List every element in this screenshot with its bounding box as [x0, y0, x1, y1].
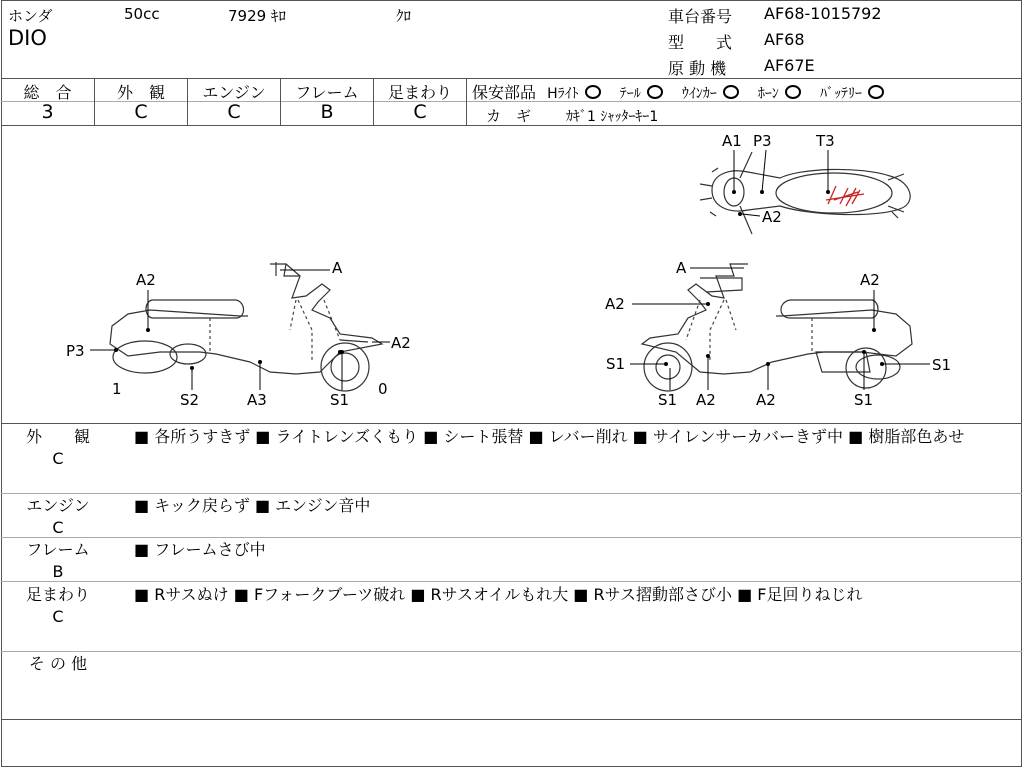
section-engine-grade: C: [52, 518, 64, 537]
divider: [1, 581, 1022, 582]
displacement: 50cc: [124, 5, 160, 23]
type-label: 型 式: [668, 33, 733, 52]
section-other-title: そ の 他: [28, 654, 88, 673]
safety-battery-label: ﾊﾞｯﾃﾘｰ: [820, 86, 863, 102]
rating-exterior-value: C: [134, 101, 148, 123]
rating-total-label: 総 合: [23, 83, 72, 102]
key-label: カ ギ: [486, 107, 532, 125]
section-engine-label: [8, 495, 108, 539]
top-label-p3: P3: [753, 132, 772, 150]
top-label-t3: T3: [816, 132, 835, 150]
rating-engine-label: エンジン: [202, 83, 266, 102]
damage-diagram: [0, 126, 1024, 424]
safety-winker-label: ｳｲﾝｶｰ: [681, 86, 717, 102]
section-engine-text: ■ キック戻らず ■ エンジン音中: [134, 496, 371, 515]
rating-engine-value: C: [227, 101, 241, 123]
ok-mark-icon: [585, 85, 601, 99]
section-engine-title: エンジン: [26, 496, 90, 515]
type-value: AF68: [764, 30, 805, 49]
engine-model-label: 原 動 機: [668, 59, 727, 78]
top-label-a1: A1: [722, 132, 742, 150]
section-suspension-title: 足まわり: [25, 585, 90, 604]
divider: [1, 537, 1022, 538]
section-exterior-grade: C: [52, 449, 64, 468]
frame-number-value: AF68-1015792: [764, 4, 882, 23]
engine-model-value: AF67E: [764, 56, 815, 75]
safety-headlight-label: Hﾗｲﾄ: [547, 86, 579, 102]
rating-frame-label: フレーム: [295, 83, 359, 102]
safety-label: 保安部品: [472, 83, 537, 102]
safety-horn: [758, 83, 801, 103]
section-suspension-text: ■ Rサスぬけ ■ Fフォークブーツ破れ ■ Rサスオイルもれ大 ■ Rサス摺動部さび小 ■ F足回りねじれ: [134, 585, 863, 604]
divider: [1, 493, 1022, 494]
divider: [1, 423, 1022, 424]
mileage: 7929 ｷﾛ: [228, 7, 286, 25]
right-label-a2-seat: A2: [860, 271, 880, 289]
ok-mark-icon: [785, 85, 801, 99]
left-label-p3: P3: [66, 342, 85, 360]
section-frame-text: ■ フレームさび中: [134, 540, 266, 559]
safety-headlight: [547, 83, 601, 103]
left-side-dashed-lines: [210, 300, 340, 360]
section-exterior-text: ■ 各所うすきず ■ ライトレンズくもり ■ シート張替 ■ レバー削れ ■ サイレンサーカバーきず中 ■ 樹脂部色あせ: [134, 427, 965, 446]
top-label-a2: A2: [762, 208, 782, 226]
right-label-a2-bottom: A2: [696, 391, 716, 409]
safety-battery: [820, 83, 884, 103]
ok-mark-icon: [723, 85, 739, 99]
safety-taillight-label: ﾃｰﾙ: [619, 86, 641, 102]
rating-exterior-label: 外 観: [116, 83, 165, 102]
left-label-a: A: [332, 259, 343, 277]
section-exterior-label: [8, 426, 108, 470]
maker: ホンダ: [8, 7, 53, 25]
safety-horn-label: ﾎｰﾝ: [757, 86, 779, 102]
top-view-scooter-icon: [700, 152, 910, 234]
rating-total-value: 3: [41, 101, 54, 123]
section-suspension-grade: C: [52, 607, 64, 626]
divider: [1, 651, 1022, 652]
safety-taillight: [620, 83, 663, 103]
key-value: ｶｷﾞ1 ｼｬｯﾀｰｷｰ1: [566, 109, 659, 125]
right-label-a2-floor: A2: [756, 391, 776, 409]
right-label-s1-bottom: S1: [658, 391, 678, 409]
section-frame-title: フレーム: [26, 540, 90, 559]
section-other-label: [8, 653, 108, 675]
ok-mark-icon: [647, 85, 663, 99]
section-suspension-label: [8, 584, 108, 628]
right-label-s1-wheel: S1: [854, 391, 874, 409]
divider: [1, 78, 1022, 79]
rating-suspension-label: 足まわり: [387, 83, 452, 102]
safety-winker: [682, 83, 739, 103]
divider: [1, 719, 1022, 720]
frame-number-label: 車台番号: [668, 7, 733, 26]
section-frame-label: [8, 539, 108, 583]
left-label-0: 0: [378, 380, 388, 398]
model-name: DIO: [8, 26, 47, 50]
left-label-a3: A3: [247, 391, 267, 409]
section-exterior-title: 外 観: [25, 427, 90, 446]
color: ｸﾛ: [396, 7, 412, 25]
right-label-s1-front: S1: [606, 355, 626, 373]
left-label-s1: S1: [330, 391, 350, 409]
left-label-s2: S2: [180, 391, 200, 409]
left-label-a2-seat: A2: [136, 271, 156, 289]
left-label-a2-front: A2: [391, 334, 411, 352]
ok-mark-icon: [868, 85, 884, 99]
divider: [466, 78, 467, 126]
left-label-1: 1: [112, 380, 122, 398]
section-frame-grade: B: [52, 562, 64, 581]
safety-row: [472, 80, 898, 103]
right-label-a2-front: A2: [605, 295, 625, 313]
rating-suspension-value: C: [413, 101, 427, 123]
right-label-a: A: [676, 259, 687, 277]
right-label-s1-rear: S1: [932, 356, 952, 374]
scratch-marker-icon: [826, 186, 864, 206]
rating-frame-value: B: [320, 101, 334, 123]
